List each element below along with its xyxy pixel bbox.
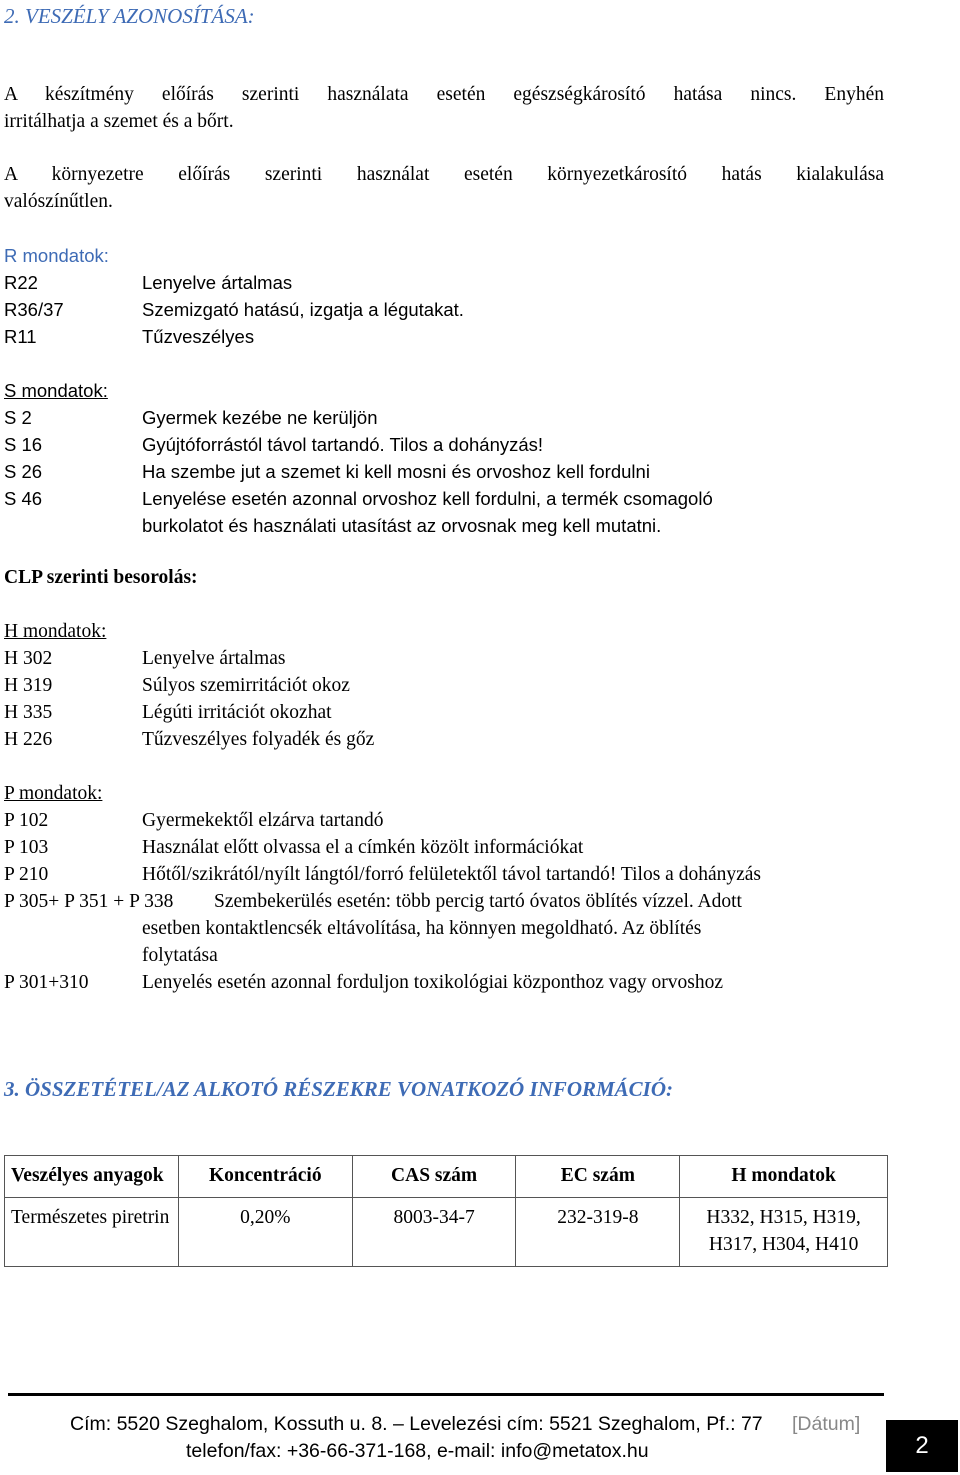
h-code: H 226 xyxy=(4,729,53,750)
intro-para-2-line-1: A környezetre előírás szerinti használat esetén környezetkárosító hatás kialakulása xyxy=(4,164,884,185)
h-text: Légúti irritációt okozhat xyxy=(142,702,332,723)
table-cell: H332, H315, H319, H317, H304, H410 xyxy=(680,1198,888,1267)
h-text: Súlyos szemirritációt okoz xyxy=(142,675,350,696)
p-text: Lenyelés esetén azonnal forduljon toxikológiai központhoz vagy orvoshoz xyxy=(142,972,724,993)
p-code: P 210 xyxy=(4,864,49,885)
h-phrases-title: H mondatok: xyxy=(4,621,107,642)
s-code: S 2 xyxy=(4,407,32,428)
footer-rule xyxy=(8,1393,884,1396)
s-code: S 16 xyxy=(4,434,43,455)
p-text: Hőtől/szikrától/nyílt lángtól/forró felületektől távol tartandó! Tilos a dohányzás xyxy=(142,864,762,885)
h-text: Tűzveszélyes folyadék és gőz xyxy=(142,729,375,750)
intro-para-2-line-2: valószínűtlen. xyxy=(4,191,113,212)
r-code: R11 xyxy=(4,326,37,347)
s-phrases-title: S mondatok: xyxy=(4,380,108,401)
r-code: R22 xyxy=(4,272,38,293)
clp-title: CLP szerinti besorolás: xyxy=(4,567,198,588)
table-cell: Természetes piretrin xyxy=(5,1198,179,1267)
r-phrases-title: R mondatok: xyxy=(4,245,109,266)
p-code: P 102 xyxy=(4,810,49,831)
p-text: Gyermekektől elzárva tartandó xyxy=(142,810,384,831)
p-code: P 103 xyxy=(4,837,49,858)
column-header: CAS szám xyxy=(352,1156,516,1198)
r-code: R36/37 xyxy=(4,299,64,320)
p-text-continued: esetben kontaktlencsék eltávolítása, ha könnyen megoldható. Az öblítés xyxy=(142,918,702,939)
page-number: 2 xyxy=(886,1420,958,1472)
section-3-heading: 3. ÖSSZETÉTEL/AZ ALKOTÓ RÉSZEKRE VONATKOZÓ INFORMÁCIÓ: xyxy=(4,1077,674,1101)
s-text: Gyújtóforrástól távol tartandó. Tilos a dohányzás! xyxy=(142,434,544,455)
section-2-heading: 2. VESZÉLY AZONOSÍTÁSA: xyxy=(4,4,255,28)
s-text-continued: burkolatot és használati utasítást az orvosnak meg kell mutatni. xyxy=(142,515,662,536)
s-text: Gyermek kezébe ne kerüljön xyxy=(142,407,378,428)
table-cell: 232-319-8 xyxy=(516,1198,680,1267)
h-text: Lenyelve ártalmas xyxy=(142,648,286,669)
s-code: S 26 xyxy=(4,461,43,482)
table-cell: 8003-34-7 xyxy=(352,1198,516,1267)
s-code: S 46 xyxy=(4,488,43,509)
h-code: H 319 xyxy=(4,675,53,696)
column-header: Koncentráció xyxy=(178,1156,352,1198)
s-text: Ha szembe jut a szemet ki kell mosni és orvoshoz kell fordulni xyxy=(142,461,650,482)
p-code: P 301+310 xyxy=(4,972,89,993)
footer-date-placeholder: [Dátum] xyxy=(792,1413,861,1435)
column-header: Veszélyes anyagok xyxy=(5,1156,179,1198)
r-text: Lenyelve ártalmas xyxy=(142,272,293,293)
r-text: Szemizgató hatású, izgatja a légutakat. xyxy=(142,299,464,320)
table-cell: 0,20% xyxy=(178,1198,352,1267)
p-phrases-title: P mondatok: xyxy=(4,783,103,804)
column-header: H mondatok xyxy=(680,1156,888,1198)
p-text: Szembekerülés esetén: több percig tartó óvatos öblítés vízzel. Adott xyxy=(214,891,742,912)
p-text-continued: folytatása xyxy=(142,945,218,966)
h-code: H 335 xyxy=(4,702,53,723)
footer-contact: telefon/fax: +36-66-371-168, e-mail: info@metatox.hu xyxy=(186,1440,649,1462)
column-header: EC szám xyxy=(516,1156,680,1198)
table-header-row xyxy=(5,1156,888,1198)
intro-para-1-line-1: A készítmény előírás szerinti használata esetén egészségkárosító hatása nincs. Enyhén xyxy=(4,84,884,105)
p-code: P 305+ P 351 + P 338 xyxy=(4,891,174,912)
s-text: Lenyelése esetén azonnal orvoshoz kell fordulni, a termék csomagoló xyxy=(142,488,713,509)
h-code: H 302 xyxy=(4,648,53,669)
intro-para-1-line-2: irritálhatja a szemet és a bőrt. xyxy=(4,111,234,132)
r-text: Tűzveszélyes xyxy=(142,326,255,347)
p-text: Használat előtt olvassa el a címkén közölt információkat xyxy=(142,837,584,858)
composition-table xyxy=(4,1155,888,1267)
footer-address: Cím: 5520 Szeghalom, Kossuth u. 8. – Levelezési cím: 5521 Szeghalom, Pf.: 77 xyxy=(70,1413,763,1435)
table-row xyxy=(5,1198,888,1267)
